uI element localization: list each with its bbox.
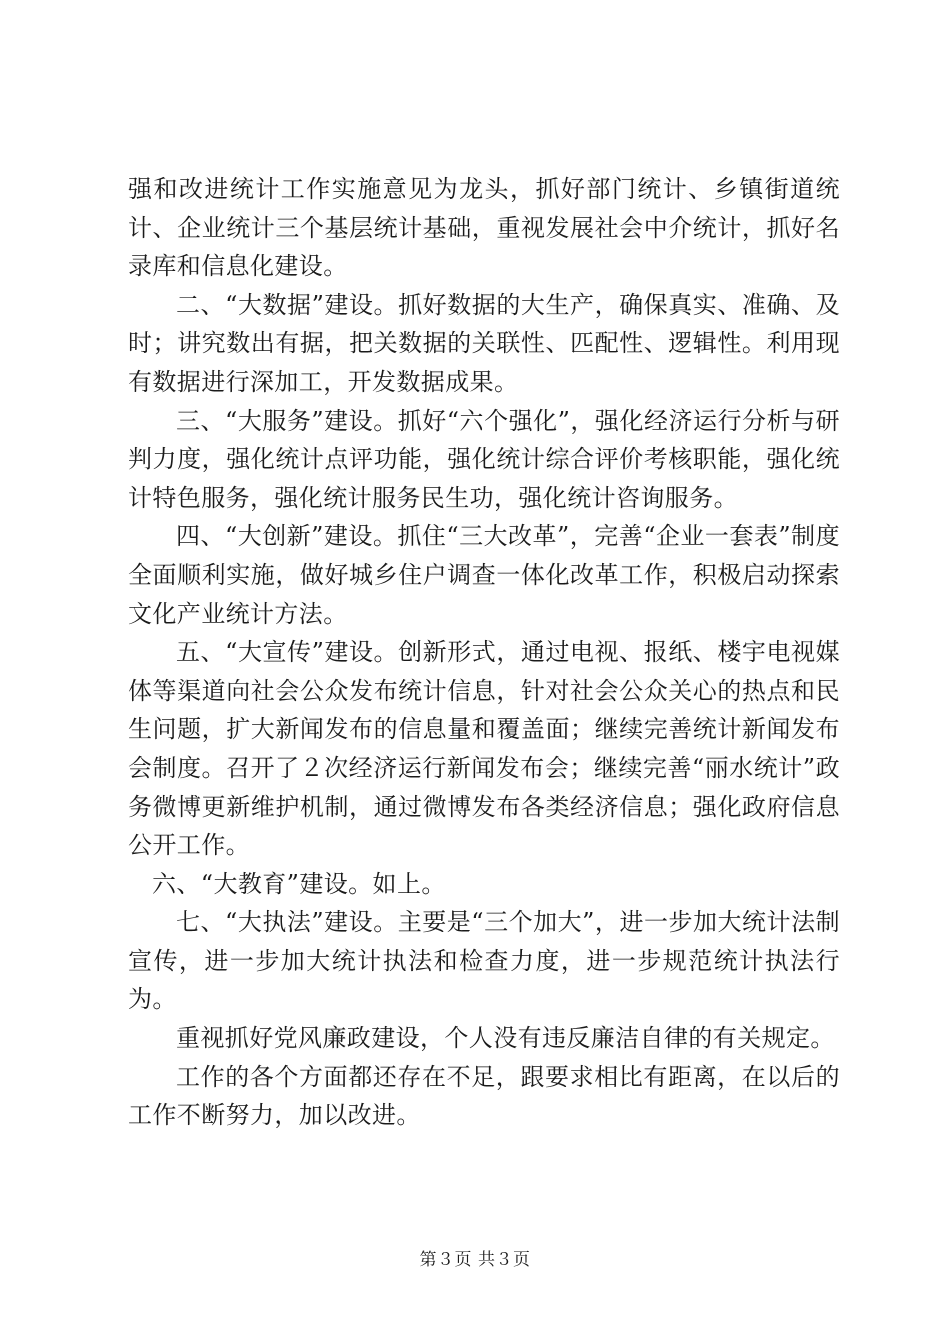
paragraph-shortcomings: 工作的各个方面都还存在不足，跟要求相比有距离，在以后的工作不断努力，加以改进。 xyxy=(128,1062,840,1130)
paragraph-big-publicity: 五、“大宣传”建设。创新形式，通过电视、报纸、楼宇电视媒体等渠道向社会公众发布统计信息，针对社会公众关心的热点和民生问题，扩大新闻发布的信息量和覆盖面；继续完善统计新闻发布会制度。召开了２次经济运行新闻发布会；继续完善“丽水统计”政务微博更新维护机制，通过微博发布各类经济信息；强化政府信息公开工作。 xyxy=(128,638,840,860)
paragraph-integrity: 重视抓好党风廉政建设，个人没有违反廉洁自律的有关规定。 xyxy=(176,1024,835,1053)
page-number-footer: 第３页 共３页 xyxy=(419,1250,531,1270)
paragraph-continuation: 强和改进统计工作实施意见为龙头，抓好部门统计、乡镇街道统计、企业统计三个基层统计基础，重视发展社会中介统计，抓好名录库和信息化建设。 xyxy=(128,175,840,281)
paragraph-big-education: 六、“大教育”建设。如上。 xyxy=(152,869,446,898)
document-body xyxy=(128,170,840,1135)
paragraph-big-data: 二、“大数据”建设。抓好数据的大生产，确保真实、准确、及时；讲究数出有据，把关数据的关联性、匹配性、逻辑性。利用现有数据进行深加工，开发数据成果。 xyxy=(128,290,840,396)
paragraph-big-service: 三、“大服务”建设。抓好“六个强化”，强化经济运行分析与研判力度，强化统计点评功能，强化统计综合评价考核职能，强化统计特色服务，强化统计服务民生功，强化统计咨询服务。 xyxy=(128,406,840,512)
paragraph-big-law-enforcement: 七、“大执法”建设。主要是“三个加大”，进一步加大统计法制宣传，进一步加大统计执法和检查力度，进一步规范统计执法行为。 xyxy=(128,908,840,1014)
paragraph-big-innovation: 四、“大创新”建设。抓住“三大改革”，完善“企业一套表”制度全面顺利实施，做好城乡住户调查一体化改革工作，积极启动探索文化产业统计方法。 xyxy=(128,522,840,628)
